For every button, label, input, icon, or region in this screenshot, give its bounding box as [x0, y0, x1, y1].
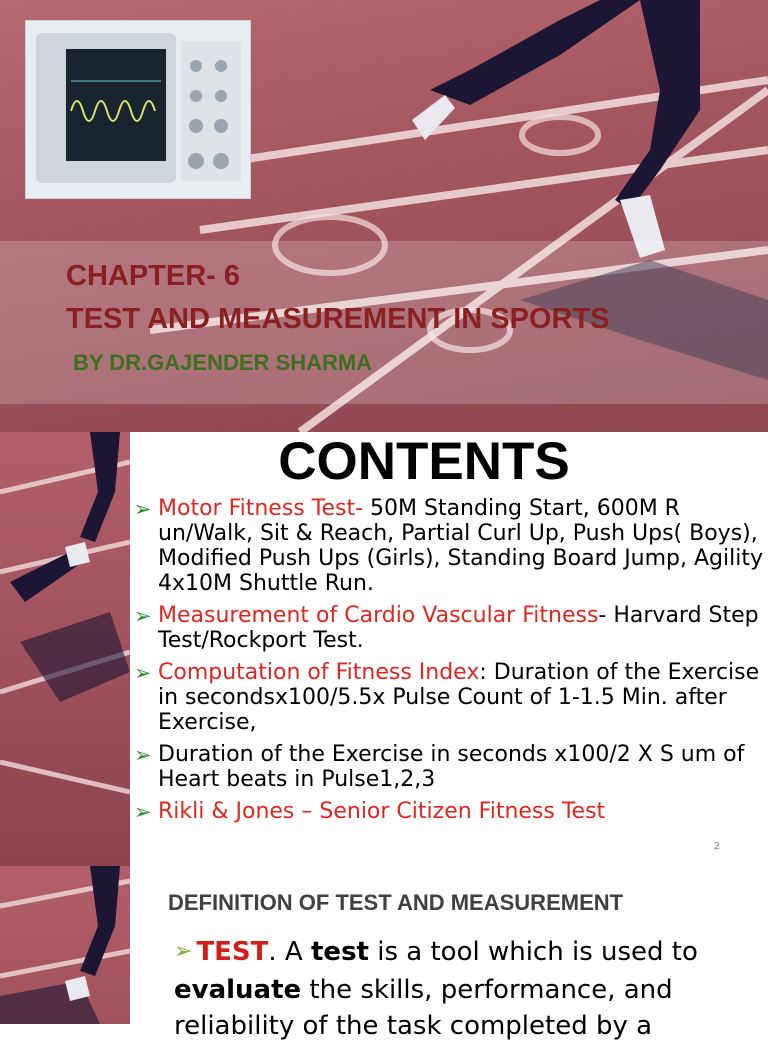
item-highlight: Motor Fitness Test-	[158, 496, 364, 521]
runner-side-image	[0, 866, 130, 1024]
arrow-bullet-icon: ➢	[134, 604, 152, 628]
bold-word: evaluate	[174, 975, 302, 1005]
chapter-title-line2: TEST AND MEASUREMENT IN SPORTS	[66, 303, 610, 335]
sentence-part: the skills, performance, and reliability of the task completed by a	[174, 975, 673, 1041]
bold-word: test	[311, 937, 369, 967]
oscilloscope-image	[25, 20, 251, 199]
item-highlight: Computation of Fitness Index	[158, 660, 480, 685]
arrow-bullet-icon: ➢	[134, 743, 152, 767]
arrow-bullet-icon: ➢	[134, 800, 152, 824]
list-item	[134, 660, 764, 735]
contents-heading: CONTENTS	[278, 432, 570, 491]
chapter-title	[66, 255, 610, 341]
arrow-bullet-icon: ➢	[134, 661, 152, 685]
title-slide	[0, 0, 768, 432]
item-text: Duration of the Exercise in seconds x100/2 X S um of Heart beats in Pulse1,2,3	[158, 742, 745, 792]
item-text: : Duration of the Exercise in secondsx100/5.5x Pulse Count of 1-1.5 Min. after Exercise,	[158, 660, 760, 735]
arrow-bullet-icon: ➢	[174, 939, 193, 964]
page-number: 2	[713, 841, 720, 852]
list-item	[134, 742, 764, 792]
contents-slide	[0, 432, 768, 866]
definition-paragraph	[174, 934, 754, 1044]
arrow-bullet-icon: ➢	[134, 497, 152, 521]
item-highlight: Rikli & Jones – Senior Citizen Fitness Test	[158, 799, 606, 824]
item-text: 50M Standing Start, 600M R un/Walk, Sit & Reach, Partial Curl Up, Push Ups( Boys), Modified Push Ups (Girls), Standing Board Jump, Agility 4x10M Shuttle Run.	[158, 496, 763, 596]
item-text: - Harvard Step Test/Rockport Test.	[158, 603, 759, 653]
item-highlight: Measurement of Cardio Vascular Fitness	[158, 603, 599, 628]
list-item	[134, 496, 764, 596]
definition-heading: DEFINITION OF TEST AND MEASUREMENT	[168, 890, 624, 915]
sentence-part: is a tool which is used to	[368, 937, 698, 967]
contents-list	[134, 496, 764, 831]
chapter-title-line1: CHAPTER- 6	[66, 260, 241, 292]
list-item	[134, 603, 764, 653]
list-item	[134, 799, 764, 824]
sentence-part: . A	[268, 937, 311, 967]
author-byline: BY DR.GAJENDER SHARMA	[73, 350, 373, 375]
definition-slide	[0, 866, 768, 1041]
term-label: TEST	[196, 937, 269, 967]
runner-side-image	[0, 432, 130, 866]
